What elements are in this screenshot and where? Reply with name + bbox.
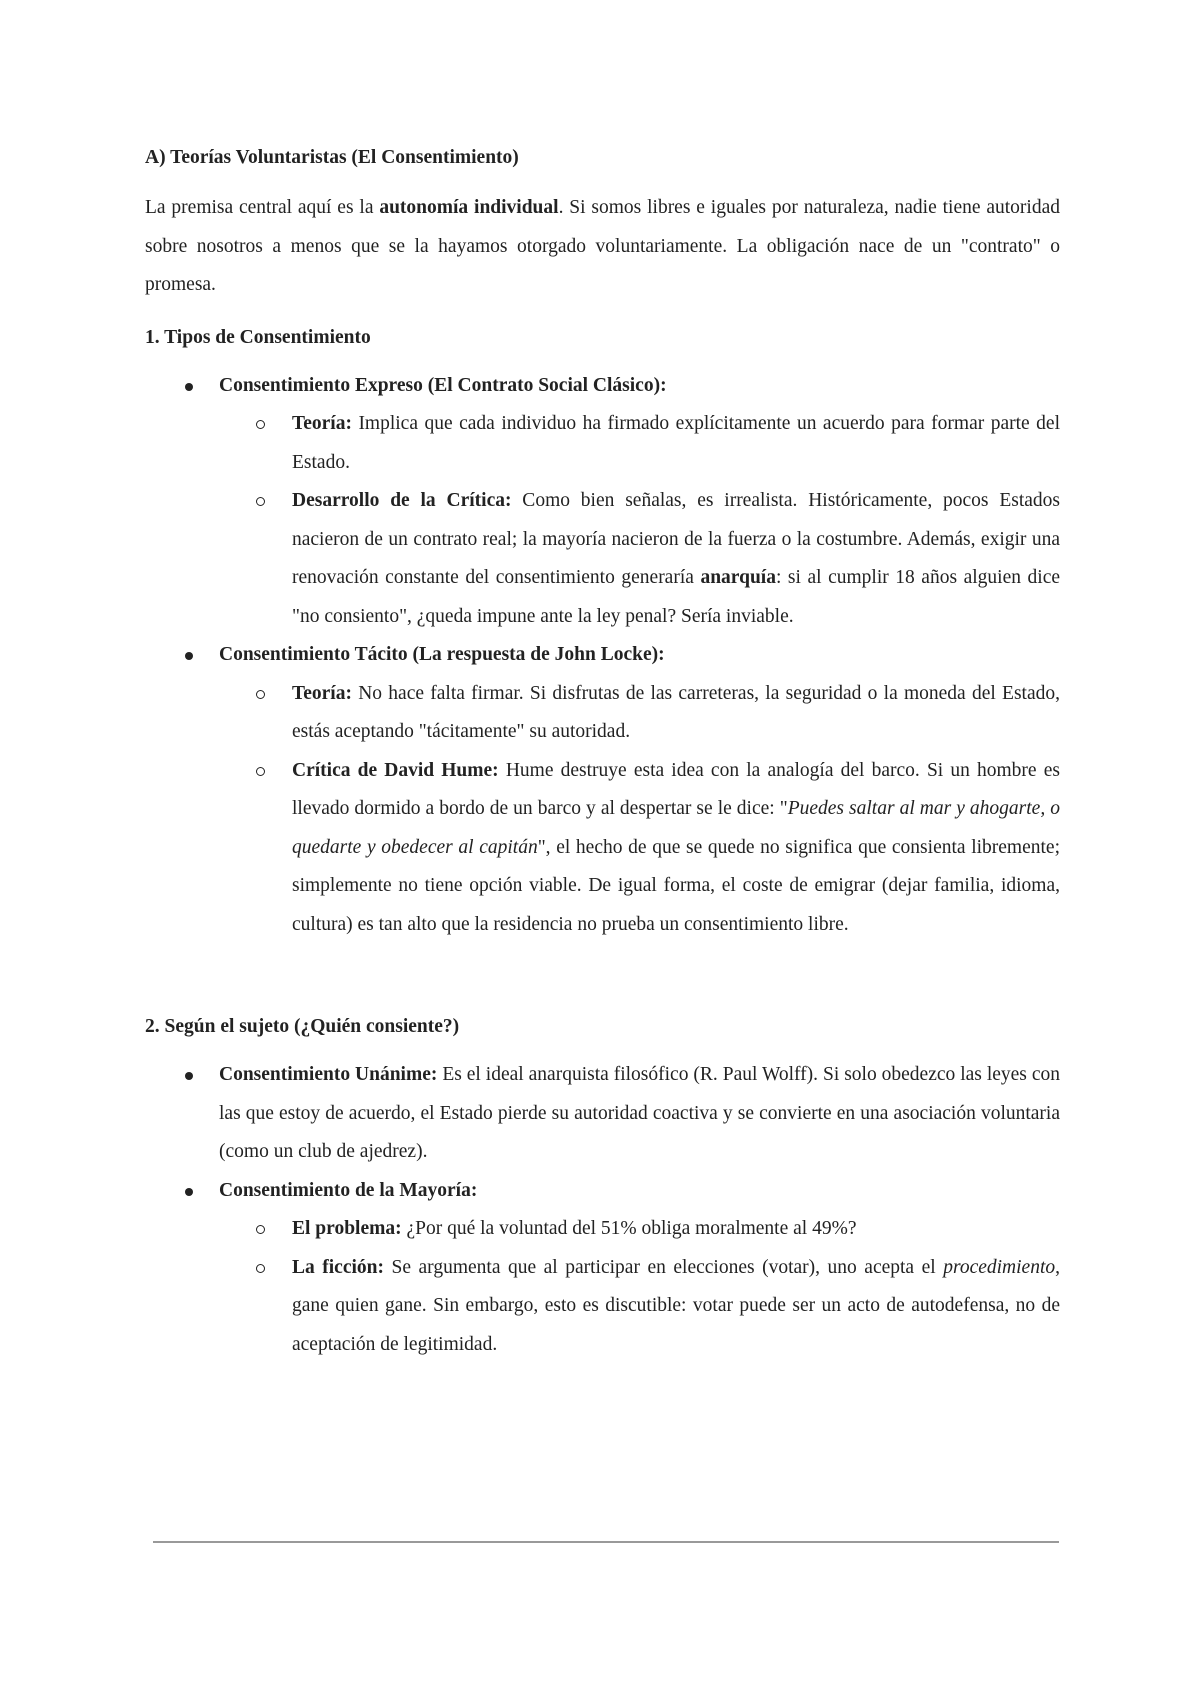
sublist-item-tacit-critique <box>219 752 1060 945</box>
express-critique-label: Desarrollo de la Crítica: <box>292 490 512 511</box>
express-theory-text: Implica que cada individuo ha firmado explícitamente un acuerdo para formar parte del Estado. <box>292 413 1060 473</box>
majority-fiction-text: Se argumenta que al participar en elecciones (votar), uno acepta el <box>384 1256 944 1278</box>
page-heading: A) Teorías Voluntaristas (El Consentimiento) <box>145 147 519 168</box>
tacit-critique-text-end: ", el hecho de que se quede no significa que consienta libremente; simplemente no tiene opción viable. De igual forma, el coste de emigrar (dejar familia, idioma, cultura) es tan alto que la residencia no prueba un consentimiento libre. <box>292 836 1060 935</box>
intro-text-end: . Si somos libres e iguales por naturaleza, nadie tiene autoridad sobre nosotros a menos que se la hayamos otorgado voluntariamente. La obligación nace de un "contrato" o promesa. <box>145 197 1060 295</box>
circle-bullet-icon <box>256 420 265 429</box>
intro-bold: autonomía individual <box>379 197 559 218</box>
sublist-item-tacit-theory <box>219 675 1060 752</box>
tacit-theory-label: Teoría: <box>292 682 352 704</box>
tacit-critique-label: Crítica de David Hume: <box>292 759 499 781</box>
list-item-unanimous <box>145 1056 1060 1172</box>
section1-list <box>145 367 1060 945</box>
sublist-item-express-critique <box>219 482 1060 636</box>
majority-fiction-label: La ficción: <box>292 1256 384 1278</box>
sublist-item-majority-fiction <box>219 1249 1060 1365</box>
section2-list <box>145 1056 1060 1364</box>
majority-fiction-italic: procedimiento <box>943 1256 1056 1278</box>
section2-title: 2. Según el sujeto (¿Quién consiente?) <box>145 1016 460 1037</box>
majority-sublist <box>219 1210 1060 1364</box>
list-item-majority <box>145 1172 1060 1365</box>
unanimous-label: Consentimiento Unánime: <box>219 1064 438 1085</box>
circle-bullet-icon <box>256 497 265 506</box>
document-page <box>145 143 1060 1364</box>
tacit-critique-italic: Puedes saltar al mar y ahogarte, o quedarte y obedecer al capitán <box>292 798 1060 858</box>
express-theory-label: Teoría: <box>292 413 352 434</box>
sublist-item-majority-problem <box>219 1210 1060 1249</box>
bullet-icon <box>185 383 193 391</box>
express-critique-text: Como bien señalas, es irrealista. Históricamente, pocos Estados nacieron de un contrato real; la mayoría nacieron de la fuerza o la costumbre. Además, exigir una renovación constante del consentimiento generaría <box>292 490 1060 588</box>
circle-bullet-icon <box>256 767 265 776</box>
tacit-critique-text: Hume destruye esta idea con la analogía del barco. Si un hombre es llevado dormido a bordo de un barco y al despertar se le dice: " <box>292 759 1060 819</box>
majority-problem-text: ¿Por qué la voluntad del 51% obliga moralmente al 49%? <box>401 1218 857 1239</box>
list-item-tacit <box>145 636 1060 944</box>
bullet-icon <box>185 1072 193 1080</box>
intro-paragraph <box>145 189 1060 305</box>
section1-title: 1. Tipos de Consentimiento <box>145 326 371 348</box>
majority-title: Consentimiento de la Mayoría: <box>219 1179 478 1201</box>
express-title: Consentimiento Expreso (El Contrato Social Clásico): <box>219 374 667 396</box>
intro-text: La premisa central aquí es la <box>145 197 380 218</box>
footer-divider <box>153 1541 1059 1543</box>
sublist-item-express-theory <box>219 405 1060 482</box>
tacit-sublist <box>219 675 1060 945</box>
express-critique-text-end: : si al cumplir 18 años alguien dice "no consiento", ¿queda impune ante la ley penal? Sería inviable. <box>292 567 1060 627</box>
circle-bullet-icon <box>256 1264 265 1273</box>
bullet-icon <box>185 652 193 660</box>
majority-problem-label: El problema: <box>292 1218 402 1239</box>
express-sublist <box>219 405 1060 636</box>
tacit-title: Consentimiento Tácito (La respuesta de John Locke): <box>219 644 665 665</box>
circle-bullet-icon <box>256 1225 265 1234</box>
circle-bullet-icon <box>256 690 265 699</box>
bullet-icon <box>185 1188 193 1196</box>
tacit-theory-text: No hace falta firmar. Si disfrutas de las carreteras, la seguridad o la moneda del Estado, estás aceptando "tácitamente" su autoridad. <box>292 682 1060 742</box>
list-item-express <box>145 367 1060 637</box>
majority-fiction-text-end: , gane quien gane. Sin embargo, esto es discutible: votar puede ser un acto de autodefensa, no de aceptación de legitimidad. <box>292 1256 1060 1355</box>
unanimous-text: Es el ideal anarquista filosófico (R. Paul Wolff). Si solo obedezco las leyes con las que estoy de acuerdo, el Estado pierde su autoridad coactiva y se convierte en una asociación voluntaria (como un club de ajedrez). <box>219 1064 1061 1162</box>
express-critique-bold: anarquía <box>700 567 776 588</box>
